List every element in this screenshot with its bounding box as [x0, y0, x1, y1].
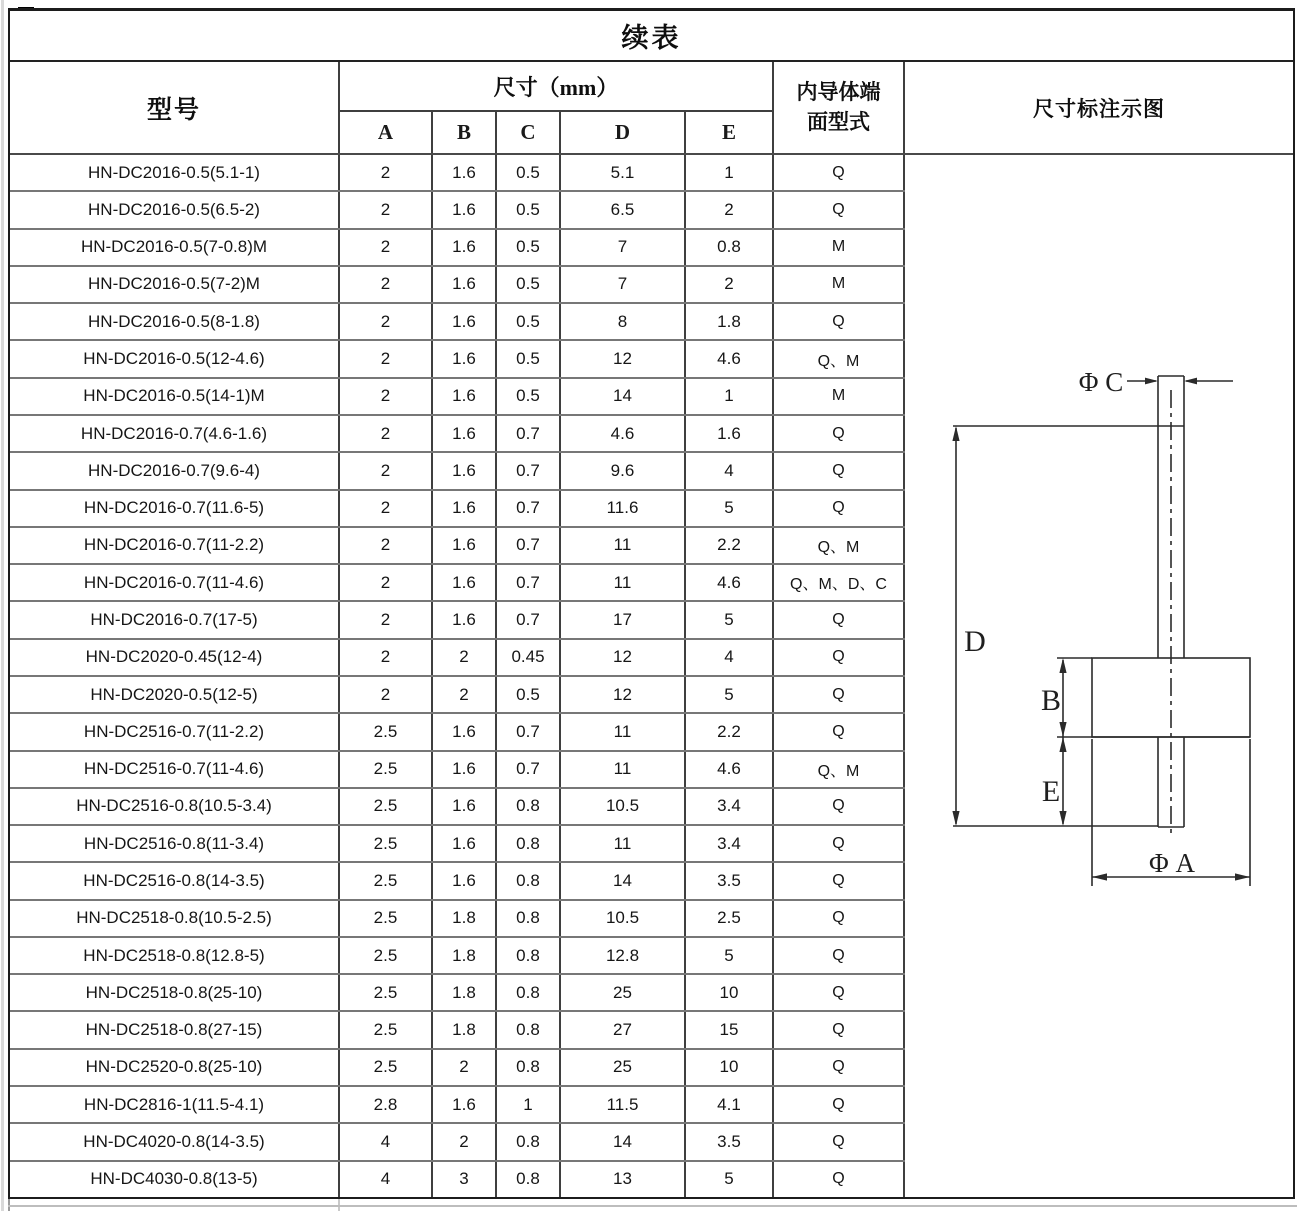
cell-b: 1.8 — [433, 901, 497, 936]
cell-a: 2.5 — [340, 1050, 433, 1085]
cell-a: 2.8 — [340, 1087, 433, 1122]
cell-a: 2.5 — [340, 863, 433, 898]
phi-c-arrow-left — [1145, 378, 1158, 385]
cell-e: 2 — [686, 267, 774, 302]
table-row — [10, 714, 905, 751]
cell-b: 1.6 — [433, 752, 497, 787]
cell-model: HN-DC2816-1(11.5-4.1) — [10, 1087, 340, 1122]
table-row — [10, 640, 905, 677]
table-row — [10, 1124, 905, 1161]
cell-b: 2 — [433, 640, 497, 675]
cell-c: 0.8 — [497, 1162, 561, 1197]
cell-a: 2.5 — [340, 752, 433, 787]
cell-e: 1.8 — [686, 304, 774, 339]
cell-model: HN-DC2516-0.8(14-3.5) — [10, 863, 340, 898]
cell-b: 1.6 — [433, 304, 497, 339]
cell-d: 25 — [561, 975, 686, 1010]
table-row — [10, 416, 905, 453]
cell-b: 1.6 — [433, 602, 497, 637]
cell-model: HN-DC2016-0.5(5.1-1) — [10, 155, 340, 190]
b-arrow-top — [1059, 658, 1066, 673]
cell-a: 2 — [340, 341, 433, 376]
cell-type: Q — [774, 863, 905, 898]
cell-d: 11 — [561, 714, 686, 749]
table-body-wrap — [10, 155, 1293, 1197]
d-arrow-bottom — [952, 811, 959, 826]
cell-type: Q — [774, 677, 905, 712]
cell-b: 2 — [433, 677, 497, 712]
table-row — [10, 155, 905, 192]
cell-type: Q — [774, 453, 905, 488]
cell-d: 11 — [561, 565, 686, 600]
cell-e: 4 — [686, 453, 774, 488]
cell-model: HN-DC2016-0.5(6.5-2) — [10, 192, 340, 227]
table-row — [10, 192, 905, 229]
cell-c: 0.5 — [497, 341, 561, 376]
cell-d: 8 — [561, 304, 686, 339]
cell-d: 13 — [561, 1162, 686, 1197]
cell-a: 2 — [340, 565, 433, 600]
cell-c: 0.5 — [497, 230, 561, 265]
cell-c: 0.7 — [497, 416, 561, 451]
cell-c: 0.5 — [497, 267, 561, 302]
cell-e: 1 — [686, 379, 774, 414]
table-row — [10, 901, 905, 938]
cell-model: HN-DC2016-0.5(12-4.6) — [10, 341, 340, 376]
cell-type: Q — [774, 640, 905, 675]
column-header-a: A — [340, 112, 433, 153]
cell-type: Q — [774, 714, 905, 749]
d-arrow-top — [952, 426, 959, 441]
cell-e: 4.6 — [686, 565, 774, 600]
cell-a: 2 — [340, 379, 433, 414]
table-row — [10, 752, 905, 789]
d-label: D — [964, 625, 986, 658]
cell-e: 10 — [686, 975, 774, 1010]
column-header-model: 型号 — [10, 62, 340, 153]
cell-d: 27 — [561, 1012, 686, 1047]
cell-model: HN-DC2016-0.7(11.6-5) — [10, 491, 340, 526]
cell-e: 3.5 — [686, 1124, 774, 1159]
cell-a: 2.5 — [340, 826, 433, 861]
cell-d: 17 — [561, 602, 686, 637]
cell-e: 0.8 — [686, 230, 774, 265]
table-row — [10, 1087, 905, 1124]
cell-type: Q — [774, 901, 905, 936]
cell-b: 1.6 — [433, 528, 497, 563]
phi-c-arrow-right — [1184, 378, 1197, 385]
cell-e: 5 — [686, 938, 774, 973]
cell-a: 2 — [340, 267, 433, 302]
phi-a-arrow-right — [1235, 873, 1250, 880]
cell-type: Q — [774, 938, 905, 973]
cell-c: 0.7 — [497, 714, 561, 749]
e-arrow-bottom — [1059, 811, 1066, 826]
cell-a: 2 — [340, 528, 433, 563]
cell-e: 1 — [686, 155, 774, 190]
cell-c: 0.8 — [497, 863, 561, 898]
cell-type: Q — [774, 789, 905, 824]
phi-a-label: Φ A — [1149, 848, 1195, 878]
cell-d: 5.1 — [561, 155, 686, 190]
cell-type: Q — [774, 491, 905, 526]
cell-c: 0.8 — [497, 789, 561, 824]
cell-type: Q — [774, 155, 905, 190]
cell-a: 2 — [340, 640, 433, 675]
cell-d: 10.5 — [561, 901, 686, 936]
e-label: E — [1041, 775, 1061, 808]
conductor-type-line1: 内导体端 — [796, 80, 881, 105]
cell-e: 2.2 — [686, 714, 774, 749]
cell-d: 11.6 — [561, 491, 686, 526]
table-row — [10, 230, 905, 267]
cell-c: 0.5 — [497, 192, 561, 227]
cell-a: 2.5 — [340, 789, 433, 824]
cell-e: 4.6 — [686, 752, 774, 787]
cell-e: 2.5 — [686, 901, 774, 936]
column-header-e: E — [721, 120, 736, 144]
cell-model: HN-DC2020-0.45(12-4) — [10, 640, 340, 675]
b-label: B — [1040, 684, 1062, 717]
cell-type: Q — [774, 192, 905, 227]
cell-d: 6.5 — [561, 192, 686, 227]
cell-e: 10 — [686, 1050, 774, 1085]
size-subheader-row — [340, 112, 772, 153]
cell-e: 5 — [686, 1162, 774, 1197]
cell-b: 1.6 — [433, 714, 497, 749]
cell-c: 0.5 — [497, 379, 561, 414]
cell-type: Q — [774, 416, 905, 451]
size-column-group — [340, 62, 774, 153]
phi-c-label: Φ C — [1078, 367, 1124, 397]
spec-table — [8, 8, 1295, 1199]
table-row — [10, 379, 905, 416]
table-row — [10, 602, 905, 639]
cell-b: 1.8 — [433, 1012, 497, 1047]
table-row — [10, 826, 905, 863]
cell-model: HN-DC2016-0.7(17-5) — [10, 602, 340, 637]
conductor-type-line2: 面型式 — [807, 109, 870, 134]
cell-c: 0.8 — [497, 1124, 561, 1159]
cell-b: 1.6 — [433, 416, 497, 451]
cell-a: 2.5 — [340, 975, 433, 1010]
cell-type: Q、M — [774, 341, 905, 376]
cell-type: Q — [774, 1162, 905, 1197]
cell-b: 3 — [433, 1162, 497, 1197]
next-row-gridline — [8, 1205, 1297, 1207]
cell-model: HN-DC4020-0.8(14-3.5) — [10, 1124, 340, 1159]
cell-type: Q — [774, 304, 905, 339]
cell-c: 0.8 — [497, 826, 561, 861]
cell-d: 12 — [561, 640, 686, 675]
table-row — [10, 1162, 905, 1197]
cell-c: 0.7 — [497, 602, 561, 637]
cell-a: 2 — [340, 602, 433, 637]
table-body — [10, 155, 905, 1197]
cell-a: 2 — [340, 416, 433, 451]
cell-type: Q、M — [774, 752, 905, 787]
cell-d: 7 — [561, 267, 686, 302]
cell-b: 2 — [433, 1124, 497, 1159]
cell-e: 4.1 — [686, 1087, 774, 1122]
table-row — [10, 863, 905, 900]
cell-a: 2 — [340, 155, 433, 190]
cell-d: 14 — [561, 863, 686, 898]
cell-e: 3.4 — [686, 826, 774, 861]
cell-model: HN-DC2518-0.8(10.5-2.5) — [10, 901, 340, 936]
cell-c: 1 — [497, 1087, 561, 1122]
cell-type: Q — [774, 1124, 905, 1159]
cell-model: HN-DC2016-0.5(7-0.8)M — [10, 230, 340, 265]
cell-a: 2 — [340, 677, 433, 712]
table-row — [10, 304, 905, 341]
cell-d: 11 — [561, 826, 686, 861]
cell-d: 12 — [561, 677, 686, 712]
cell-type: Q、M、D、C — [774, 565, 905, 600]
cell-c: 0.5 — [497, 677, 561, 712]
cell-type: Q — [774, 1050, 905, 1085]
cell-model: HN-DC4030-0.8(13-5) — [10, 1162, 340, 1197]
cell-d: 14 — [561, 379, 686, 414]
cell-a: 2 — [340, 192, 433, 227]
cell-b: 1.6 — [433, 491, 497, 526]
table-title: 续表 — [10, 11, 1293, 62]
cell-type: M — [774, 267, 905, 302]
cell-a: 2 — [340, 491, 433, 526]
cell-d: 14 — [561, 1124, 686, 1159]
cell-c: 0.8 — [497, 938, 561, 973]
cell-e: 5 — [686, 677, 774, 712]
cell-type: Q — [774, 975, 905, 1010]
table-row — [10, 341, 905, 378]
cell-c: 0.5 — [497, 304, 561, 339]
cell-c: 0.7 — [497, 565, 561, 600]
cell-model: HN-DC2016-0.5(7-2)M — [10, 267, 340, 302]
b-arrow-bottom — [1059, 722, 1066, 737]
cell-e: 1.6 — [686, 416, 774, 451]
cell-a: 4 — [340, 1124, 433, 1159]
cell-model: HN-DC2016-0.7(4.6-1.6) — [10, 416, 340, 451]
table-row — [10, 1012, 905, 1049]
cell-model: HN-DC2516-0.7(11-2.2) — [10, 714, 340, 749]
column-header-size-group: 尺寸（mm） — [340, 62, 772, 112]
cell-c: 0.45 — [497, 640, 561, 675]
scan-edge-left — [1, 0, 4, 1211]
cell-b: 1.6 — [433, 341, 497, 376]
cell-c: 0.8 — [497, 1012, 561, 1047]
table-row — [10, 453, 905, 490]
cell-a: 2.5 — [340, 938, 433, 973]
cell-c: 0.5 — [497, 155, 561, 190]
table-row — [10, 528, 905, 565]
cell-b: 1.6 — [433, 155, 497, 190]
cell-b: 1.6 — [433, 789, 497, 824]
cell-d: 9.6 — [561, 453, 686, 488]
cell-e: 15 — [686, 1012, 774, 1047]
cell-type: Q — [774, 1012, 905, 1047]
cell-c: 0.7 — [497, 491, 561, 526]
cell-b: 1.6 — [433, 192, 497, 227]
cell-b: 1.6 — [433, 453, 497, 488]
cell-type: Q — [774, 1087, 905, 1122]
cell-d: 12 — [561, 341, 686, 376]
cell-b: 1.8 — [433, 975, 497, 1010]
table-row — [10, 565, 905, 602]
cell-c: 0.7 — [497, 752, 561, 787]
table-row — [10, 975, 905, 1012]
cell-d: 12.8 — [561, 938, 686, 973]
cell-c: 0.8 — [497, 1050, 561, 1085]
cell-model: HN-DC2518-0.8(25-10) — [10, 975, 340, 1010]
cell-type: Q、M — [774, 528, 905, 563]
cell-a: 2.5 — [340, 1012, 433, 1047]
cell-b: 1.6 — [433, 267, 497, 302]
cell-e: 5 — [686, 491, 774, 526]
cell-a: 2 — [340, 453, 433, 488]
cell-e: 3.4 — [686, 789, 774, 824]
phi-a-arrow-left — [1092, 873, 1107, 880]
cell-model: HN-DC2516-0.7(11-4.6) — [10, 752, 340, 787]
table-row — [10, 677, 905, 714]
cell-c: 0.8 — [497, 975, 561, 1010]
cell-b: 2 — [433, 1050, 497, 1085]
cell-model: HN-DC2516-0.8(10.5-3.4) — [10, 789, 340, 824]
cell-model: HN-DC2518-0.8(12.8-5) — [10, 938, 340, 973]
cell-model: HN-DC2016-0.7(11-4.6) — [10, 565, 340, 600]
column-header-conductor-type — [774, 62, 905, 153]
cell-d: 10.5 — [561, 789, 686, 824]
cell-type: M — [774, 379, 905, 414]
cell-d: 4.6 — [561, 416, 686, 451]
cell-e: 2.2 — [686, 528, 774, 563]
cell-model: HN-DC2016-0.5(8-1.8) — [10, 304, 340, 339]
cell-model: HN-DC2016-0.7(9.6-4) — [10, 453, 340, 488]
cell-d: 11 — [561, 752, 686, 787]
cell-d: 7 — [561, 230, 686, 265]
cell-type: Q — [774, 826, 905, 861]
cell-a: 4 — [340, 1162, 433, 1197]
cell-a: 2.5 — [340, 901, 433, 936]
e-arrow-top — [1059, 737, 1066, 752]
cell-model: HN-DC2516-0.8(11-3.4) — [10, 826, 340, 861]
cell-b: 1.6 — [433, 230, 497, 265]
cell-d: 25 — [561, 1050, 686, 1085]
cell-c: 0.7 — [497, 453, 561, 488]
cell-e: 5 — [686, 602, 774, 637]
cell-model: HN-DC2520-0.8(25-10) — [10, 1050, 340, 1085]
cell-model: HN-DC2016-0.5(14-1)M — [10, 379, 340, 414]
column-header-b: B — [433, 112, 497, 153]
column-header-c: C — [497, 112, 561, 153]
cell-type: M — [774, 230, 905, 265]
cell-b: 1.6 — [433, 863, 497, 898]
cell-b: 1.8 — [433, 938, 497, 973]
cell-d: 11.5 — [561, 1087, 686, 1122]
dimension-diagram — [905, 155, 1293, 1197]
table-row — [10, 938, 905, 975]
table-header — [10, 62, 1293, 155]
cell-b: 1.6 — [433, 1087, 497, 1122]
table-row — [10, 789, 905, 826]
cell-model: HN-DC2016-0.7(11-2.2) — [10, 528, 340, 563]
cell-b: 1.6 — [433, 565, 497, 600]
cell-d: 11 — [561, 528, 686, 563]
cell-a: 2 — [340, 230, 433, 265]
cell-c: 0.7 — [497, 528, 561, 563]
cell-e: 4 — [686, 640, 774, 675]
column-header-diagram: 尺寸标注示图 — [1033, 96, 1165, 121]
cell-a: 2.5 — [340, 714, 433, 749]
cell-b: 1.6 — [433, 826, 497, 861]
cell-type: Q — [774, 602, 905, 637]
cell-e: 2 — [686, 192, 774, 227]
cell-model: HN-DC2020-0.5(12-5) — [10, 677, 340, 712]
dimension-diagram-cell — [905, 155, 1293, 1197]
cell-e: 3.5 — [686, 863, 774, 898]
table-row — [10, 1050, 905, 1087]
cell-b: 1.6 — [433, 379, 497, 414]
cell-model: HN-DC2518-0.8(27-15) — [10, 1012, 340, 1047]
cell-c: 0.8 — [497, 901, 561, 936]
cell-e: 4.6 — [686, 341, 774, 376]
cell-a: 2 — [340, 304, 433, 339]
table-row — [10, 267, 905, 304]
column-header-d: D — [561, 112, 686, 153]
table-row — [10, 491, 905, 528]
